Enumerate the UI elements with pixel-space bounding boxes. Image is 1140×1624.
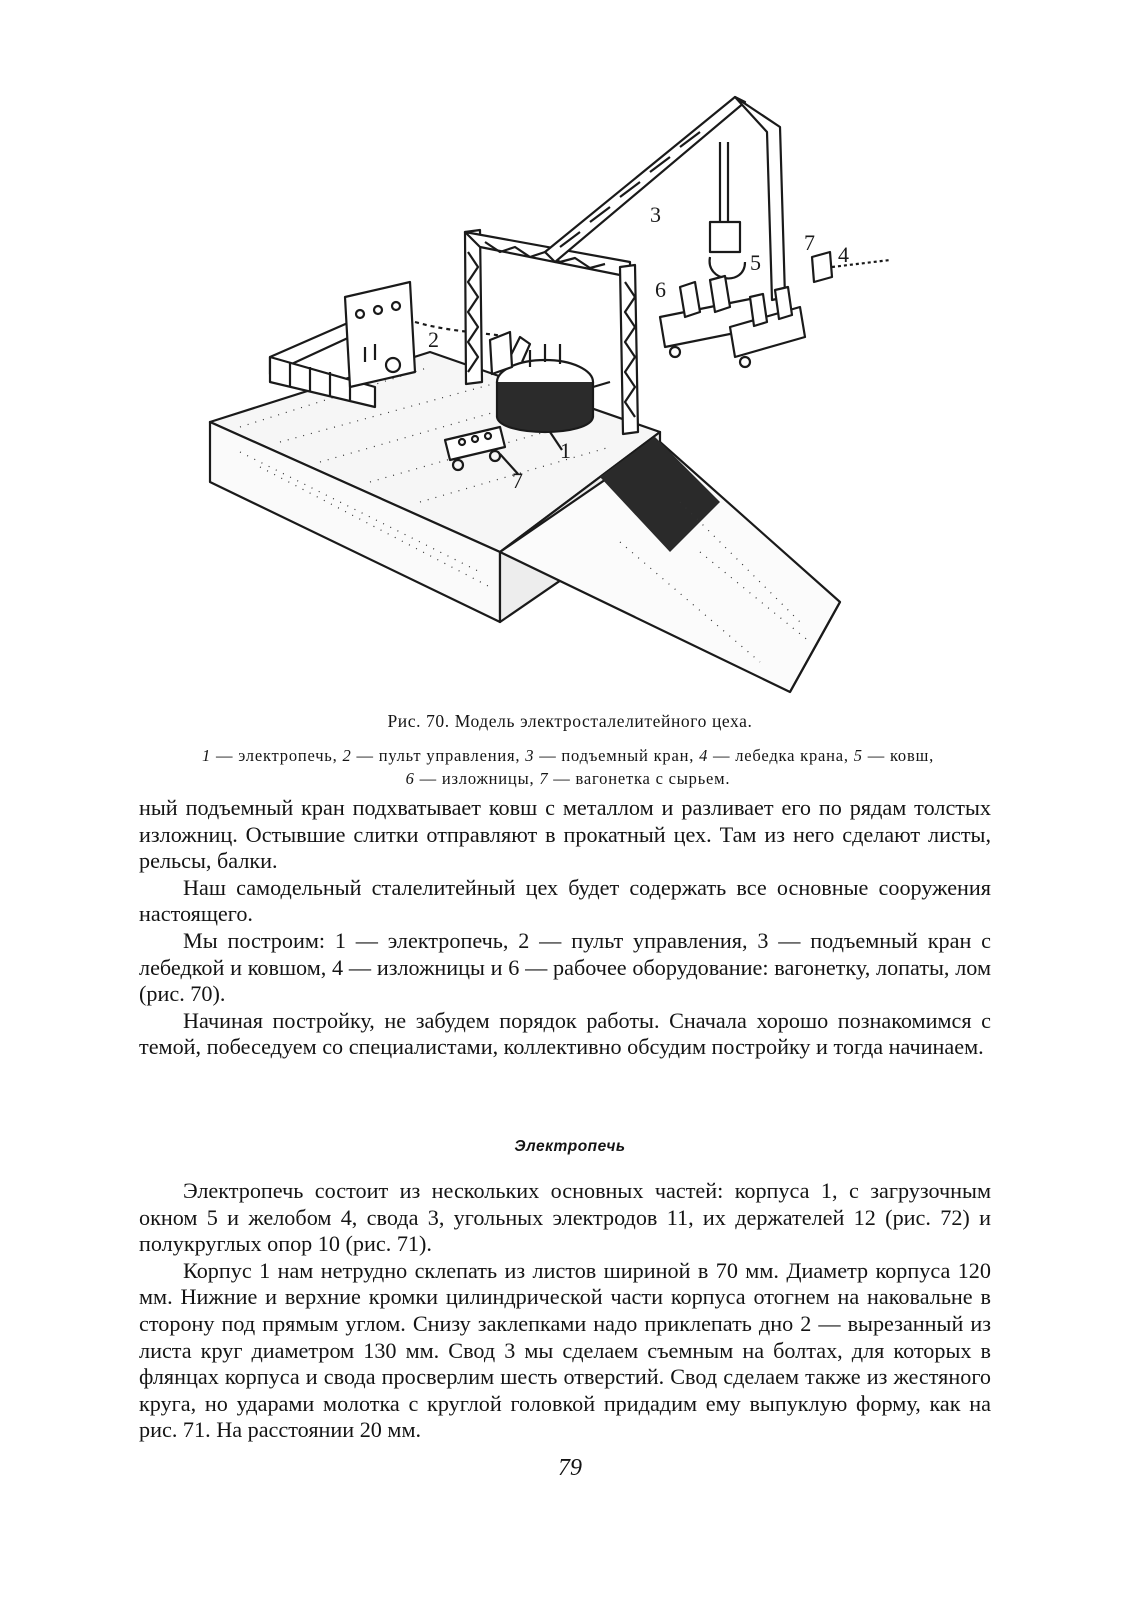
section-heading: Электропечь	[514, 1138, 626, 1155]
figure-steel-shop-model	[200, 82, 940, 702]
paragraph: Корпус 1 нам нетрудно склепать из листов шириной в 70 мм. Диаметр корпуса 120 мм. Нижние и верхние кромки цилиндрической части корпуса отогнем на наковальне в сторону под прямым углом. Снизу заклепками надо приклепать дно 2 — вырезанный из листа круг диаметром 130 мм. Свод 3 мы сделаем съемным на болтах, для которых в флянцах корпуса и свода просверлим шесть отверстий. Свод сделаем также из жестяного круга, но ударами молотка с круглой головкой придадим ему выпуклую форму, как на рис. 71. На расстоянии 20 мм.	[139, 1257, 991, 1443]
figure-label-4: 4	[838, 242, 849, 267]
paragraph: ный подъемный кран подхватывает ковш с металлом и разливает его по рядам толстых изложниц. Остывшие слитки отправляют в прокатный цех. Там из него сделают листы, рельсы, балки.	[139, 795, 991, 874]
figure-caption-title: Рис. 70. Модель электросталелитейного цеха.	[387, 711, 753, 731]
paragraph: Электропечь состоит из нескольких основных частей: корпуса 1, с загрузочным окном 5 и желобом 4, свода 3, угольных электродов 11, их держателей 12 (рис. 72) и полукруглых опор 10 (рис. 71).	[139, 1178, 991, 1257]
legend-item: 2 — пульт управления,	[342, 746, 526, 765]
legend-item: 7 — вагонетка с сырьем.	[539, 769, 731, 788]
legend-item: 6 — изложницы,	[405, 769, 540, 788]
figure-label-6: 6	[655, 277, 666, 302]
figure-label-7-crane: 7	[804, 230, 815, 255]
paragraph: Наш самодельный сталелитейный цех будет содержать все основные сооружения настоящего.	[139, 874, 991, 927]
figure-label-2: 2	[428, 327, 439, 352]
body-text-upper	[139, 795, 991, 1061]
figure-label-7-wagon: 7	[512, 468, 523, 493]
figure-label-1: 1	[560, 438, 571, 463]
body-text-lower	[139, 1178, 991, 1444]
legend-item: 5 — ковш,	[853, 746, 934, 765]
paragraph: Мы построим: 1 — электропечь, 2 — пульт управления, 3 — подъемный кран с лебедкой и ковшом, 4 — изложницы и 6 — рабочее оборудование: вагонетку, лопаты, лом (рис. 70).	[139, 927, 991, 1007]
legend-item: 4 — лебедка крана,	[699, 746, 854, 765]
legend-item: 1 — электропечь,	[202, 746, 343, 765]
figure-caption-legend	[198, 744, 938, 790]
legend-item: 3 — подъемный кран,	[525, 746, 700, 765]
page-number: 79	[558, 1455, 582, 1481]
figure-label-3: 3	[650, 202, 661, 227]
figure-label-5: 5	[750, 250, 761, 275]
paragraph: Начиная постройку, не забудем порядок работы. Сначала хорошо познакомимся с темой, побеседуем со специалистами, коллективно обсудим постройку и тогда начинаем.	[139, 1007, 991, 1060]
